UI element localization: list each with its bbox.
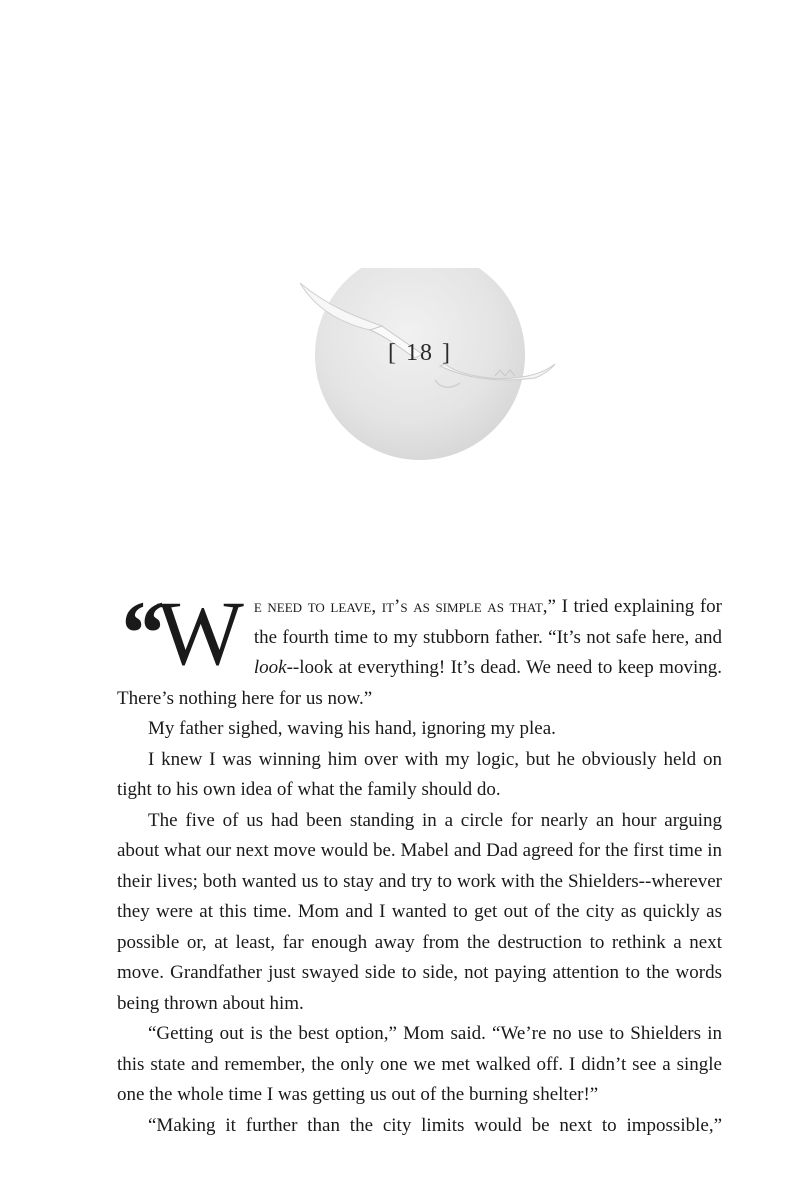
paragraph-3: I knew I was winning him over with my logic, but he obviously held on tight to his own idea of what the family should do. [117, 748, 722, 800]
chapter-number: [ 18 ] [388, 340, 452, 366]
drop-cap-letter: W [157, 582, 244, 684]
paragraph-2: My father sighed, waving his hand, ignoring my plea. [148, 718, 556, 739]
drop-cap-quote: “ [117, 582, 163, 684]
paragraph-5: “Getting out is the best option,” Mom said. “We’re no use to Shielders in this state and remember, the only one we met walked off. I didn’t see a single one the whole time I was getting us out of the burning shelter!” [117, 1023, 722, 1105]
paragraph-1-part-b: --look at everything! It’s dead. We need to keep moving. There’s nothing here for us now.” [117, 657, 722, 709]
opening-smallcaps: e need to leave, it’s as simple as that,” [253, 596, 556, 617]
paragraph-1-part-a: I tried explaining for the fourth time to my stubborn father. “It’s not safe here, and [253, 596, 722, 648]
moon-dagger-icon [290, 268, 570, 468]
paragraph-1 [117, 582, 722, 714]
paragraph-4: The five of us had been standing in a circle for nearly an hour arguing about what our next move would be. Mabel and Dad agreed for the first time in their lives; both wanted us to stay and try to work with the Shielders--wherever they were at this time. Mom and I wanted to get out of the city as quickly as possible or, at least, far enough away from the destruction to rethink a next move. Grandfather just swayed side to side, not paying attention to the words being thrown about him. [117, 809, 722, 1014]
chapter-body [117, 582, 722, 1141]
paragraph-6: “Making it further than the city limits would be next to impossible,” [148, 1114, 722, 1136]
drop-cap [117, 582, 244, 684]
paragraph-1-italic: look [253, 657, 287, 678]
